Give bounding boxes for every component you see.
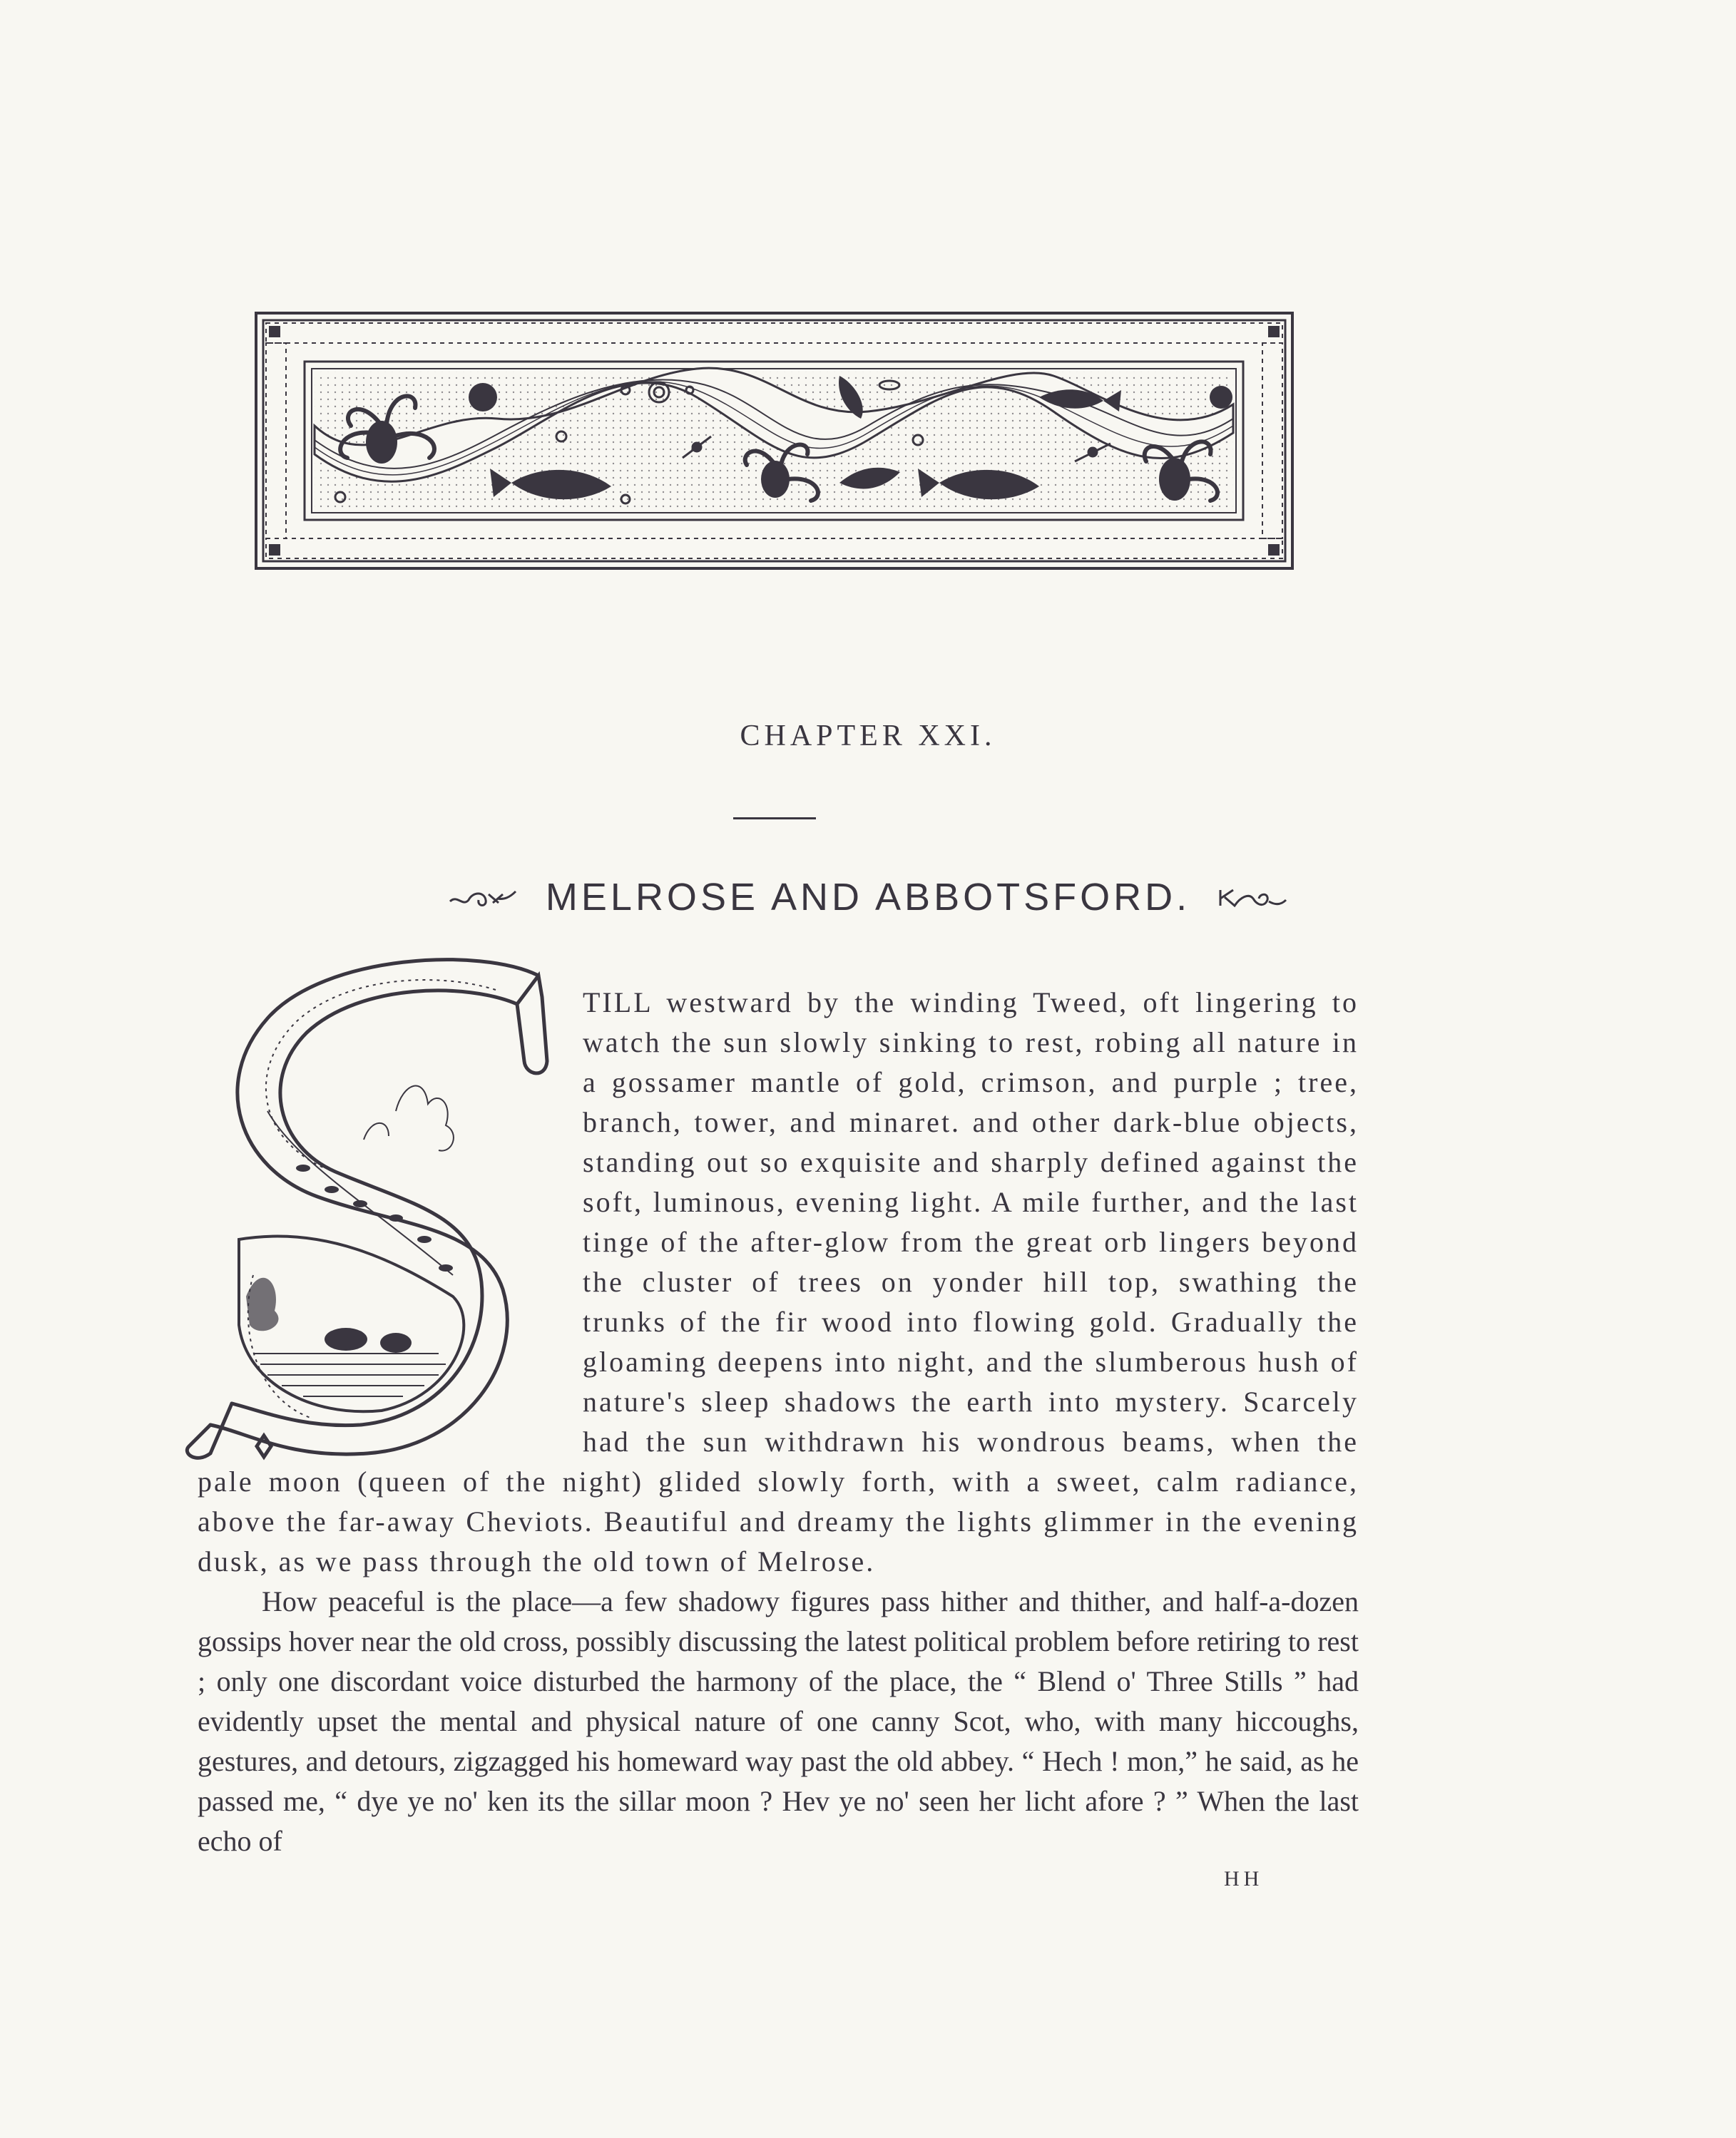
left-scroll-ornament-icon: [447, 883, 519, 911]
divider-rule: [733, 817, 816, 819]
right-scroll-ornament-icon: [1217, 883, 1289, 911]
paragraph-2: How peaceful is the place—a few shadowy figures pass hither and thither, and half-a-dozen gossips hover near the old cross, possibly discussing the latest political problem before retiring to rest ; only one discordant voice disturbed the harmony of the place, the “ Blend o' Three Stills ” had evidently upset the mental and physical nature of one canny Scot, who, with many hiccoughs, gestures, and detours, zigzagged his homeward way past the old abbey. “ Hech ! mon,” he said, as he passed me, “ dye ye no' ken its the sillar moon ? Hev ye no' seen her licht afore ? ” When the last echo of: [198, 1585, 1359, 1857]
title-row: [0, 869, 1736, 926]
paragraph-1: [198, 983, 1359, 1582]
paragraph-1-text: TILL westward by the winding Tweed, oft lingering to watch the sun slowly sinking to rest, robing all nature in a gossamer mantle of gold, crimson, and purple ; tree, branch, tower, and minaret. and other dark-blue objects, standing out so exquisite and sharply defined against the soft, luminous, evening light. A mile further, and the last tinge of the after-glow from the great orb lingers beyond the cluster of trees on yonder hill top, swathing the trunks of the fir wood into flowing gold. Gradually the gloaming deepens into night, and the slumberous hush of nature's sleep shadows the earth into mystery. Scarcely had the sun withdrawn his wondrous beams, when the pale moon (queen of the night) glided slowly forth, with a sweet, calm radiance, above the far-away Cheviots. Beautiful and dreamy the lights glimmer in the evening dusk, as we pass through the old town of Melrose.: [198, 986, 1359, 1577]
sea-creatures-frieze-banner: [255, 312, 1294, 570]
signature-mark: HH: [1224, 1867, 1264, 1891]
body-text: [198, 983, 1359, 1861]
chapter-title: MELROSE AND ABBOTSFORD.: [545, 876, 1191, 919]
dropcap-space: [176, 954, 568, 1453]
chapter-heading: CHAPTER XXI.: [740, 720, 996, 752]
